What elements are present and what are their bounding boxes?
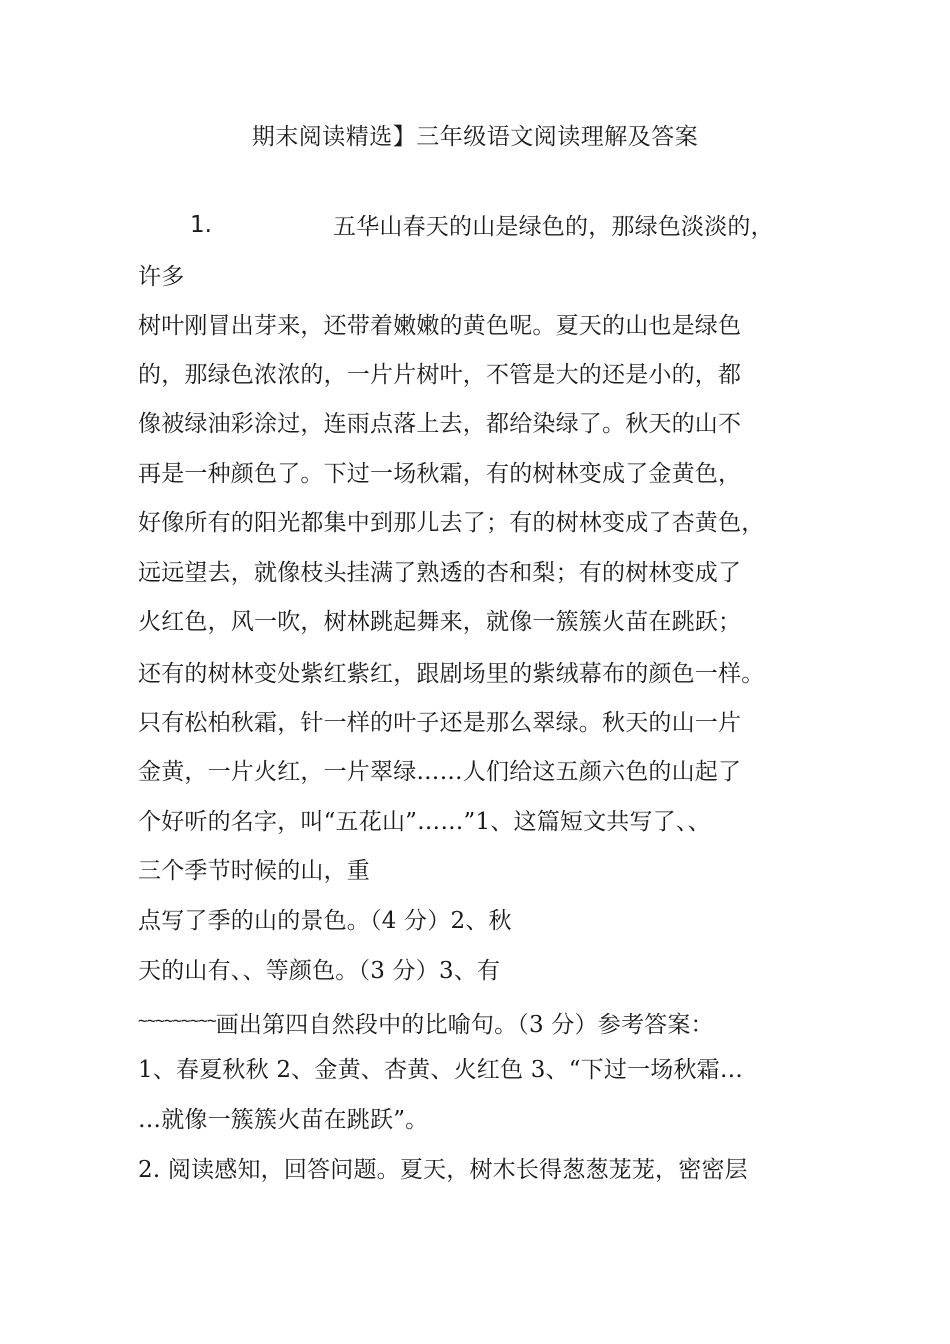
tilde-mark: ~~~~~~~~~ [138, 1011, 216, 1030]
text-line: 三个季节时候的山，重 [138, 858, 370, 884]
text-line: 还有的树林变处紫红紫红，跟剧场里的紫绒幕布的颜色一样。 [138, 661, 765, 687]
text-line: 2. 阅读感知，回答问题。夏天，树木长得葱葱茏茏，密密层 [138, 1157, 748, 1183]
page-title: 期末阅读精选】三年级语文阅读理解及答案 [251, 124, 699, 150]
text-line: 火红色，风一吹，树林跳起舞来，就像一簇簇火苗在跳跃； [138, 609, 742, 635]
text-line: 远远望去，就像枝头挂满了熟透的杏和梨；有的树林变成了 [138, 560, 742, 586]
text-line: 好像所有的阳光都集中到那儿去了；有的树林变成了杏黄色， [138, 510, 765, 536]
question-number: 1. [190, 212, 212, 238]
text-segment: 画出第四自然段中的比喻句。（3 分）参考答案： [215, 1012, 714, 1038]
text-line: 再是一种颜色了。下过一场秋霜，有的树林变成了金黄色， [138, 461, 742, 487]
text-line: 许多 [138, 264, 185, 290]
text-line: 个好听的名字，叫“五花山”……”1、这篇短文共写了、、 [138, 809, 711, 835]
text-line: 天的山有、、等颜色。（3 分）3、有 [138, 958, 501, 984]
text-line: 金黄，一片火红，一片翠绿……人们给这五颜六色的山起了 [138, 759, 742, 785]
text-line: …就像一簇簇火苗在跳跃”。 [138, 1107, 429, 1133]
text-line: 点写了季的山的景色。（4 分）2、秋 [138, 908, 512, 934]
text-line: 树叶刚冒出芽来，还带着嫩嫩的黄色呢。夏天的山也是绿色 [138, 313, 742, 339]
text-line: 五华山春天的山是绿色的，那绿色淡淡的， [333, 214, 774, 240]
text-line: 只有松柏秋霜，针一样的叶子还是那么翠绿。秋天的山一片 [138, 710, 742, 736]
text-line-with-tilde [138, 1006, 714, 1040]
text-line: 像被绿油彩涂过，连雨点落上去，都给染绿了。秋天的山不 [138, 411, 742, 437]
text-line: 1、春夏秋秋 2、金黄、杏黄、火红色 3、“下过一场秋霜… [138, 1057, 744, 1083]
text-line: 的，那绿色浓浓的，一片片树叶，不管是大的还是小的，都 [138, 362, 742, 388]
